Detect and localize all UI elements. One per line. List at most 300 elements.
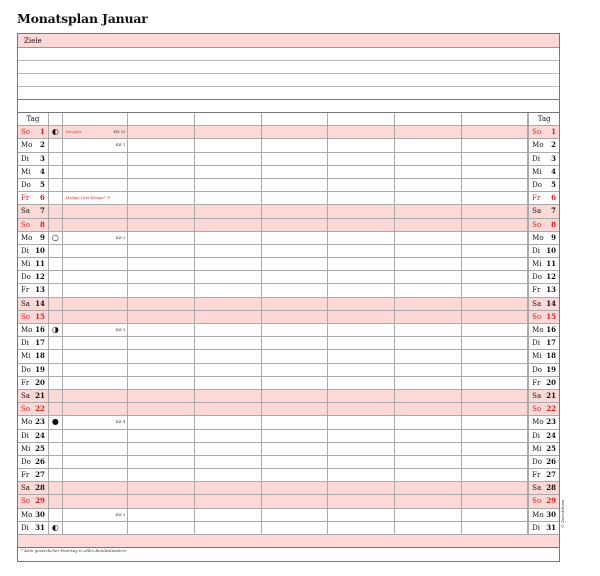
plan-cell[interactable] [195,166,262,178]
plan-cell[interactable] [195,298,262,310]
plan-cell[interactable] [462,245,529,257]
plan-cell[interactable] [262,469,329,481]
day-number: 2 [551,140,557,150]
plan-cell[interactable] [395,495,462,507]
plan-cell[interactable] [395,284,462,296]
plan-cell[interactable] [462,337,529,349]
event-cell[interactable] [63,364,129,376]
plan-cell[interactable] [328,443,395,455]
day-label-right [528,219,559,231]
plan-cell[interactable] [128,139,195,151]
plan-cell[interactable] [395,416,462,428]
plan-cell[interactable] [262,403,329,415]
day-number: 18 [546,351,557,361]
plan-cell[interactable] [395,430,462,442]
event-cell[interactable] [63,311,129,323]
day-label-left [18,337,49,349]
plan-cell[interactable] [195,430,262,442]
weekday-abbr: Fr [21,194,30,203]
plan-cell[interactable] [395,522,462,534]
event-cell[interactable] [63,232,129,244]
event-cell[interactable] [63,126,129,138]
moon-phase-icon [49,139,63,151]
weekday-abbr: Sa [532,391,542,400]
plan-cell[interactable] [195,284,262,296]
plan-cell[interactable] [195,416,262,428]
day-label-right [528,377,559,389]
plan-cell[interactable] [262,298,329,310]
plan-cell[interactable] [395,271,462,283]
plan-cell[interactable] [195,258,262,270]
goal-line[interactable] [18,61,559,74]
plan-cell[interactable] [462,430,529,442]
event-cell[interactable] [63,377,129,389]
plan-cell[interactable] [262,271,329,283]
moon-phase-icon [49,337,63,349]
plan-cell[interactable] [128,245,195,257]
event-cell[interactable] [63,482,129,494]
plan-cell[interactable] [195,403,262,415]
plan-cell[interactable] [128,416,195,428]
plan-cell[interactable] [328,403,395,415]
plan-cell[interactable] [195,469,262,481]
day-label-right [528,298,559,310]
plan-cell[interactable] [128,205,195,217]
day-number: 17 [546,338,557,348]
calendar-week: KW 2 [115,235,126,240]
event-cell[interactable] [63,403,129,415]
plan-cell[interactable] [328,495,395,507]
plan-cell[interactable] [128,350,195,362]
day-label-right [528,126,559,138]
day-number: 10 [546,245,557,255]
plan-cell[interactable] [328,284,395,296]
plan-cell[interactable] [395,350,462,362]
grid-header-row [18,113,559,126]
plan-cell[interactable] [262,509,329,521]
plan-cell[interactable] [128,469,195,481]
plan-cell[interactable] [462,403,529,415]
plan-cell[interactable] [262,324,329,336]
plan-cell[interactable] [195,126,262,138]
plan-cell[interactable] [462,139,529,151]
plan-cell[interactable] [328,232,395,244]
day-row [18,469,559,482]
day-label-left [18,153,49,165]
event-cell[interactable] [63,245,129,257]
day-label-right [528,139,559,151]
day-number: 1 [551,127,557,137]
plan-cell[interactable] [195,509,262,521]
day-number: 4 [551,166,557,176]
plan-cell[interactable] [195,311,262,323]
event-cell[interactable] [63,139,129,151]
plan-cell[interactable] [462,482,529,494]
day-label-right [528,416,559,428]
day-label-right [528,350,559,362]
plan-cell[interactable] [462,192,529,204]
plan-cell[interactable] [128,522,195,534]
day-row [18,166,559,179]
plan-cell[interactable] [195,232,262,244]
plan-cell[interactable] [128,456,195,468]
day-label-right [528,153,559,165]
plan-cell[interactable] [195,192,262,204]
event-cell[interactable] [63,192,129,204]
day-label-left [18,443,49,455]
event-cell[interactable] [63,430,129,442]
day-number: 4 [39,166,45,176]
day-number: 13 [35,285,45,295]
weekday-abbr: Mo [532,233,544,242]
plan-cell[interactable] [128,219,195,231]
plan-cell[interactable] [395,179,462,191]
plan-cell[interactable] [328,271,395,283]
plan-cell[interactable] [462,258,529,270]
event-cell[interactable] [63,509,129,521]
weekday-abbr: Di [532,246,541,255]
plan-cell[interactable] [128,284,195,296]
plan-cell[interactable] [395,219,462,231]
day-label-left [18,219,49,231]
day-number: 15 [35,311,45,321]
plan-cell[interactable] [328,192,395,204]
plan-cell[interactable] [262,443,329,455]
weekday-abbr: So [21,128,31,137]
plan-cell[interactable] [395,364,462,376]
footer-pink-row [18,535,559,548]
plan-cell[interactable] [462,298,529,310]
plan-cell[interactable] [462,324,529,336]
event-cell[interactable] [63,324,129,336]
day-label-left [18,364,49,376]
day-label-left [18,192,49,204]
plan-cell[interactable] [262,390,329,402]
plan-cell[interactable] [328,179,395,191]
plan-cell[interactable] [128,324,195,336]
plan-cell[interactable] [128,311,195,323]
event-cell[interactable] [63,258,129,270]
plan-cell[interactable] [128,192,195,204]
plan-cell[interactable] [128,377,195,389]
day-number: 16 [546,325,557,334]
plan-cell[interactable] [328,311,395,323]
plan-cell[interactable] [328,416,395,428]
plan-cell[interactable] [328,364,395,376]
plan-cell[interactable] [262,139,329,151]
moon-phase-icon [49,482,63,494]
plan-cell[interactable] [262,350,329,362]
plan-cell[interactable] [195,205,262,217]
day-number: 29 [546,496,557,506]
plan-cell[interactable] [462,443,529,455]
plan-cell[interactable] [195,495,262,507]
plan-cell[interactable] [128,166,195,178]
plan-cell[interactable] [395,205,462,217]
day-number: 11 [546,259,557,269]
plan-cell[interactable] [462,364,529,376]
plan-cell[interactable] [128,153,195,165]
plan-cell[interactable] [462,416,529,428]
plan-cell[interactable] [395,166,462,178]
weekday-abbr: Do [21,457,31,466]
day-label-left [18,179,49,191]
event-cell[interactable] [63,284,129,296]
plan-cell[interactable] [262,416,329,428]
plan-cell[interactable] [395,153,462,165]
event-cell[interactable] [63,390,129,402]
plan-cell[interactable] [195,443,262,455]
plan-cell[interactable] [462,271,529,283]
plan-cell[interactable] [395,509,462,521]
plan-cell[interactable] [395,443,462,455]
plan-cell[interactable] [262,522,329,534]
day-label-right [528,284,559,296]
plan-cell[interactable] [128,298,195,310]
plan-cell[interactable] [462,509,529,521]
plan-cell[interactable] [195,337,262,349]
plan-cell[interactable] [395,456,462,468]
plan-cell[interactable] [462,126,529,138]
day-label-right [528,179,559,191]
day-label-left [18,495,49,507]
plan-cell[interactable] [395,258,462,270]
plan-cell[interactable] [328,245,395,257]
plan-cell[interactable] [128,495,195,507]
event-cell[interactable] [63,271,129,283]
event-cell[interactable] [63,350,129,362]
plan-cell[interactable] [395,139,462,151]
plan-cell[interactable] [128,364,195,376]
plan-cell[interactable] [262,126,329,138]
event-cell[interactable] [63,522,129,534]
goal-line[interactable] [18,87,559,100]
plan-cell[interactable] [195,522,262,534]
plan-cell[interactable] [462,166,529,178]
moon-phase-icon [49,364,63,376]
event-cell[interactable] [63,179,129,191]
plan-cell[interactable] [462,469,529,481]
plan-cell[interactable] [195,377,262,389]
plan-cell[interactable] [128,179,195,191]
day-row [18,430,559,443]
plan-cell[interactable] [395,311,462,323]
plan-cell[interactable] [462,390,529,402]
event-cell[interactable] [63,205,129,217]
plan-cell[interactable] [328,258,395,270]
plan-cell[interactable] [262,258,329,270]
plan-cell[interactable] [328,469,395,481]
plan-cell[interactable] [262,219,329,231]
plan-cell[interactable] [128,430,195,442]
plan-cell[interactable] [328,522,395,534]
plan-cell[interactable] [328,482,395,494]
plan-cell[interactable] [128,482,195,494]
plan-cell[interactable] [328,430,395,442]
plan-cell[interactable] [128,443,195,455]
plan-cell[interactable] [262,245,329,257]
day-row [18,126,559,139]
plan-cell[interactable] [128,126,195,138]
plan-cell[interactable] [328,153,395,165]
plan-cell[interactable] [262,364,329,376]
day-number: 2 [39,140,45,150]
plan-cell[interactable] [462,311,529,323]
plan-cell[interactable] [328,350,395,362]
day-label-left [18,258,49,270]
day-number: 20 [35,377,45,387]
plan-cell[interactable] [395,324,462,336]
weekday-abbr: Mi [21,352,31,361]
plan-cell[interactable] [328,324,395,336]
goal-line[interactable] [18,48,559,61]
weekday-abbr: So [532,497,542,506]
day-label-right [528,364,559,376]
event-cell[interactable] [63,298,129,310]
plan-cell[interactable] [395,245,462,257]
weekday-abbr: Mi [532,167,542,176]
day-number: 15 [546,311,557,321]
plan-cell[interactable] [395,482,462,494]
plan-cell[interactable] [462,377,529,389]
plan-cell[interactable] [328,126,395,138]
plan-cell[interactable] [462,205,529,217]
plan-cell[interactable] [395,337,462,349]
event-cell[interactable] [63,456,129,468]
day-number: 3 [39,153,45,163]
plan-cell[interactable] [195,324,262,336]
plan-cell[interactable] [328,139,395,151]
plan-cell[interactable] [328,298,395,310]
plan-cell[interactable] [195,245,262,257]
plan-cell[interactable] [328,219,395,231]
weekday-abbr: Mo [21,141,33,150]
plan-cell[interactable] [262,495,329,507]
plan-cell[interactable] [128,337,195,349]
plan-cell[interactable] [262,482,329,494]
plan-cell[interactable] [462,179,529,191]
day-label-right [528,509,559,521]
plan-cell[interactable] [128,258,195,270]
moon-phase-icon [49,298,63,310]
plan-cell[interactable] [462,350,529,362]
plan-cell[interactable] [328,166,395,178]
plan-cell[interactable] [395,377,462,389]
plan-cell[interactable] [328,205,395,217]
event-cell[interactable] [63,469,129,481]
plan-cell[interactable] [462,232,529,244]
plan-cell[interactable] [262,166,329,178]
plan-cell[interactable] [262,179,329,191]
plan-cell[interactable] [195,364,262,376]
goal-line[interactable] [18,74,559,87]
moon-phase-icon [49,245,63,257]
plan-cell[interactable] [195,179,262,191]
event-cell[interactable] [63,337,129,349]
event-cell[interactable] [63,495,129,507]
plan-cell[interactable] [462,219,529,231]
plan-cell[interactable] [395,192,462,204]
plan-cell[interactable] [395,126,462,138]
plan-cell[interactable] [328,337,395,349]
day-label-left [18,403,49,415]
plan-cell[interactable] [462,522,529,534]
moon-phase-icon [49,403,63,415]
event-cell[interactable] [63,416,129,428]
day-number: 21 [35,390,45,400]
plan-cell[interactable] [195,482,262,494]
plan-cell[interactable] [395,469,462,481]
weekday-abbr: Fr [21,286,30,295]
plan-cell[interactable] [462,284,529,296]
plan-cell[interactable] [195,271,262,283]
day-number: 17 [35,338,45,348]
moon-phase-icon [49,443,63,455]
plan-cell[interactable] [328,377,395,389]
plan-cell[interactable] [262,284,329,296]
moon-phase-icon: ● [49,416,63,428]
plan-cell[interactable] [262,430,329,442]
plan-cell[interactable] [395,232,462,244]
plan-cell[interactable] [262,205,329,217]
plan-cell[interactable] [128,271,195,283]
plan-cell[interactable] [395,403,462,415]
day-row [18,416,559,429]
plan-cell[interactable] [262,377,329,389]
plan-cell[interactable] [262,337,329,349]
plan-cell[interactable] [195,219,262,231]
event-cell[interactable] [63,153,129,165]
plan-cell[interactable] [128,232,195,244]
day-row [18,311,559,324]
day-number: 16 [35,325,45,334]
plan-cell[interactable] [462,153,529,165]
weekday-abbr: Sa [532,207,542,216]
day-label-left [18,509,49,521]
event-cell[interactable] [63,443,129,455]
plan-cell[interactable] [462,456,529,468]
plan-cell[interactable] [262,232,329,244]
plan-cell[interactable] [195,153,262,165]
plan-cell[interactable] [328,509,395,521]
event-cell[interactable] [63,166,129,178]
event-cell[interactable] [63,219,129,231]
plan-cell[interactable] [262,311,329,323]
plan-cell[interactable] [262,153,329,165]
plan-cell[interactable] [195,350,262,362]
plan-cell[interactable] [195,456,262,468]
plan-cell[interactable] [262,192,329,204]
plan-cell[interactable] [395,298,462,310]
plan-cell[interactable] [195,139,262,151]
plan-cell[interactable] [395,390,462,402]
day-row [18,495,559,508]
plan-cell[interactable] [462,495,529,507]
plan-cell[interactable] [128,403,195,415]
moon-phase-icon [49,469,63,481]
plan-cell[interactable] [328,456,395,468]
plan-cell[interactable] [128,509,195,521]
moon-phase-icon [49,390,63,402]
plan-cell[interactable] [262,456,329,468]
event-text: Heilige Drei Könige* ® [65,195,111,201]
plan-cell[interactable] [128,390,195,402]
plan-cell[interactable] [195,390,262,402]
day-label-left [18,298,49,310]
day-number: 13 [546,285,557,295]
moon-phase-icon: ◑ [49,324,63,336]
plan-cell[interactable] [328,390,395,402]
